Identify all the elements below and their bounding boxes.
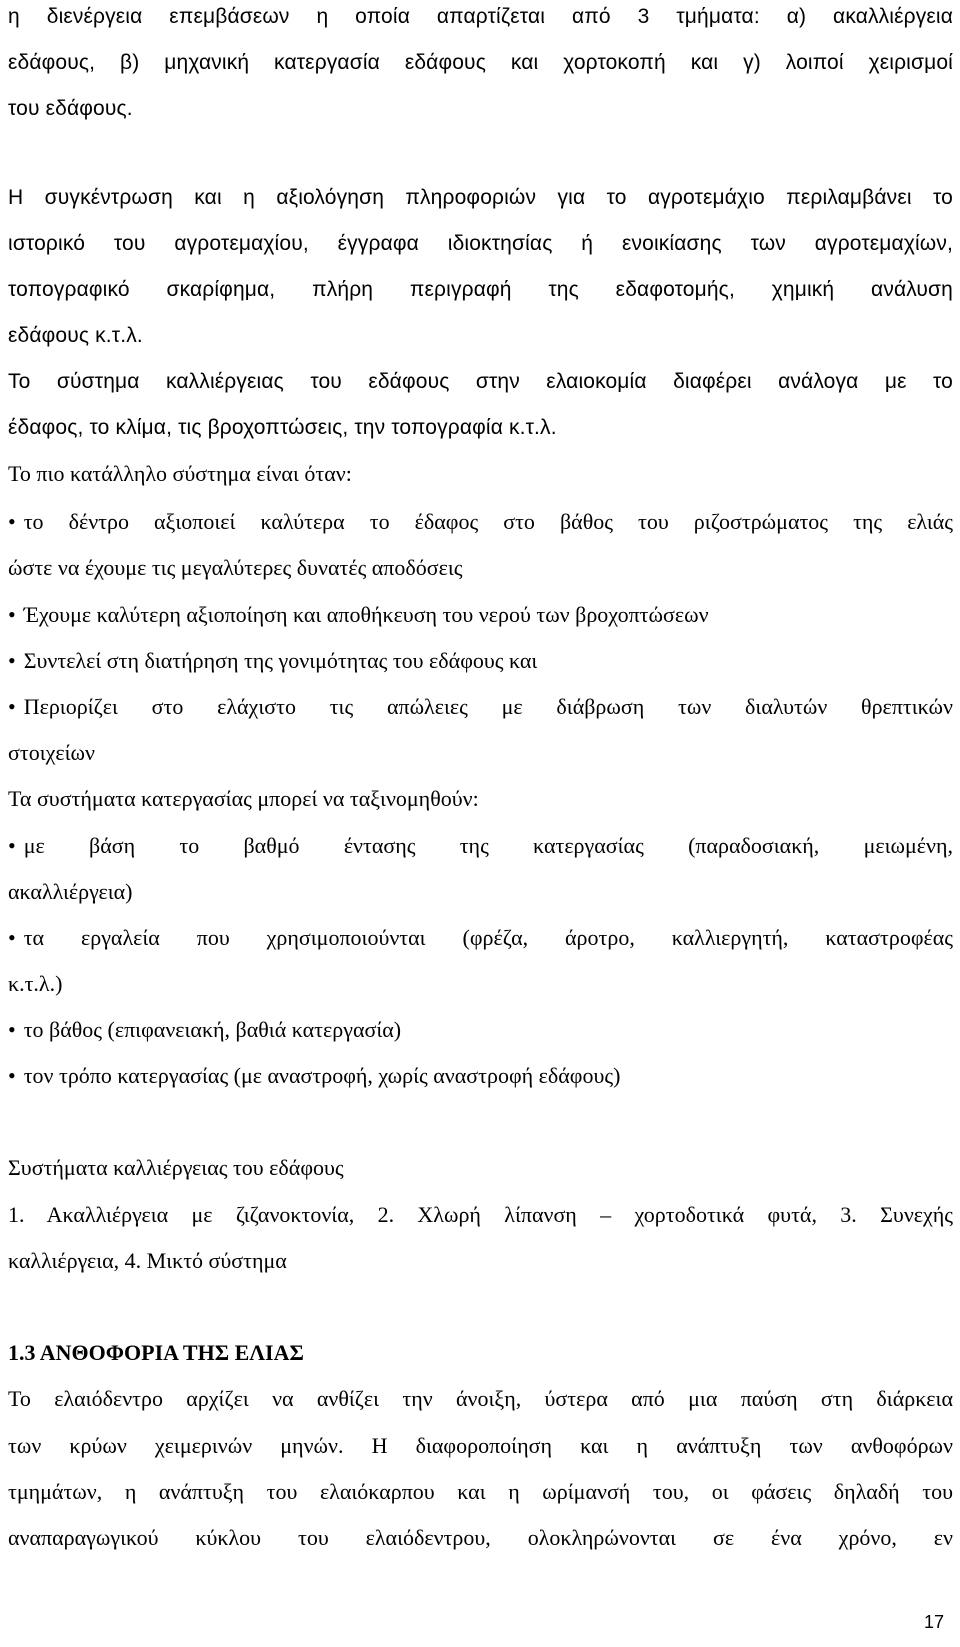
class-bullet-1-line-2: ακαλλιέργεια) bbox=[8, 879, 133, 904]
system-line-3: Το πιο κατάλληλο σύστημα είναι όταν: bbox=[8, 461, 352, 486]
history-line-4: εδάφους κ.τ.λ. bbox=[8, 324, 143, 347]
section-line-3: τμημάτων, η ανάπτυξη του ελαιόκαρπου και η ωρίμανσή του, οι φάσεις δηλαδή του bbox=[8, 1479, 953, 1504]
class-bullet-4: • τον τρόπο κατεργασίας (με αναστροφή, χωρίς αναστροφή εδάφους) bbox=[8, 1063, 621, 1088]
bullet-icon: • bbox=[8, 833, 16, 858]
bullet-item-1-line-2: ώστε να έχουμε τις μεγαλύτερες δυνατές αποδόσεις bbox=[8, 555, 463, 580]
system-line-2: έδαφος, το κλίμα, τις βροχοπτώσεις, την τοπογραφία κ.τ.λ. bbox=[8, 416, 557, 439]
class-bullet-2-line-1: • τα εργαλεία που χρησιμοποιούνται (φρέζα, άροτρο, καλλιεργητή, καταστροφέας bbox=[8, 925, 953, 950]
history-line-3: τοπογραφικό σκαρίφημα, πλήρη περιγραφή της εδαφοτομής, χημική ανάλυση bbox=[8, 278, 953, 301]
intro-line-2: εδάφους, β) μηχανική κατεργασία εδάφους και χορτοκοπή και γ) λοιποί χειρισμοί bbox=[8, 51, 953, 74]
systems-line-2: καλλιέργεια, 4. Μικτό σύστημα bbox=[8, 1248, 287, 1273]
section-line-1: Το ελαιόδεντρο αρχίζει να ανθίζει την άνοιξη, ύστερα από μια παύση στη διάρκεια bbox=[8, 1386, 953, 1411]
bullet-item-4-line-1: • Περιορίζει στο ελάχιστο τις απώλειες με διάβρωση των διαλυτών θρεπτικών bbox=[8, 694, 953, 719]
history-line-2: ιστορικό του αγροτεμαχίου, έγγραφα ιδιοκτησίας ή ενοικίασης των αγροτεμαχίων, bbox=[8, 232, 953, 255]
class-bullet-3: • το βάθος (επιφανειακή, βαθιά κατεργασία) bbox=[8, 1017, 402, 1042]
bullet-icon: • bbox=[8, 925, 16, 950]
classification-intro: Τα συστήματα κατεργασίας μπορεί να ταξινομηθούν: bbox=[8, 786, 479, 811]
history-line-1: Η συγκέντρωση και η αξιολόγηση πληροφοριών για το αγροτεμάχιο περιλαμβάνει το bbox=[8, 186, 953, 209]
bullet-icon: • bbox=[8, 648, 16, 673]
bullet-icon: • bbox=[8, 1063, 16, 1088]
systems-line-1: 1. Ακαλλιέργεια με ζιζανοκτονία, 2. Χλωρή λίπανση – χορτοδοτικά φυτά, 3. Συνεχής bbox=[8, 1202, 953, 1227]
bullet-item-3: • Συντελεί στη διατήρηση της γονιμότητας του εδάφους και bbox=[8, 648, 538, 673]
bullet-icon: • bbox=[8, 509, 16, 534]
intro-line-1: η διενέργεια επεμβάσεων η οποία απαρτίζεται από 3 τμήματα: α) ακαλλιέργεια bbox=[8, 5, 953, 28]
bullet-item-2: • Έχουμε καλύτερη αξιοποίηση και αποθήκευση του νερού των βροχοπτώσεων bbox=[8, 602, 709, 627]
section-line-4: αναπαραγωγικού κύκλου του ελαιόδεντρου, ολοκληρώνονται σε ένα χρόνο, εν bbox=[8, 1525, 953, 1550]
systems-heading: Συστήματα καλλιέργειας του εδάφους bbox=[8, 1155, 344, 1180]
bullet-item-4-line-2: στοιχείων bbox=[8, 740, 95, 765]
bullet-icon: • bbox=[8, 694, 16, 719]
section-heading: 1.3 ΑΝΘΟΦΟΡΙΑ ΤΗΣ ΕΛΙΑΣ bbox=[8, 1340, 304, 1365]
bullet-item-1-line-1: • το δέντρο αξιοποιεί καλύτερα το έδαφος στο βάθος του ριζοστρώματος της ελιάς bbox=[8, 509, 953, 534]
class-bullet-1-line-1: • με βάση το βαθμό έντασης της κατεργασίας (παραδοσιακή, μειωμένη, bbox=[8, 833, 953, 858]
class-bullet-2-line-2: κ.τ.λ.) bbox=[8, 971, 63, 996]
page-number: 17 bbox=[923, 1612, 944, 1632]
bullet-icon: • bbox=[8, 602, 16, 627]
section-line-2: των κρύων χειμερινών μηνών. Η διαφοροποίηση και η ανάπτυξη των ανθοφόρων bbox=[8, 1433, 953, 1458]
system-line-1: Το σύστημα καλλιέργειας του εδάφους στην ελαιοκομία διαφέρει ανάλογα με το bbox=[8, 370, 953, 393]
intro-line-3: του εδάφους. bbox=[8, 97, 133, 120]
bullet-icon: • bbox=[8, 1017, 16, 1042]
